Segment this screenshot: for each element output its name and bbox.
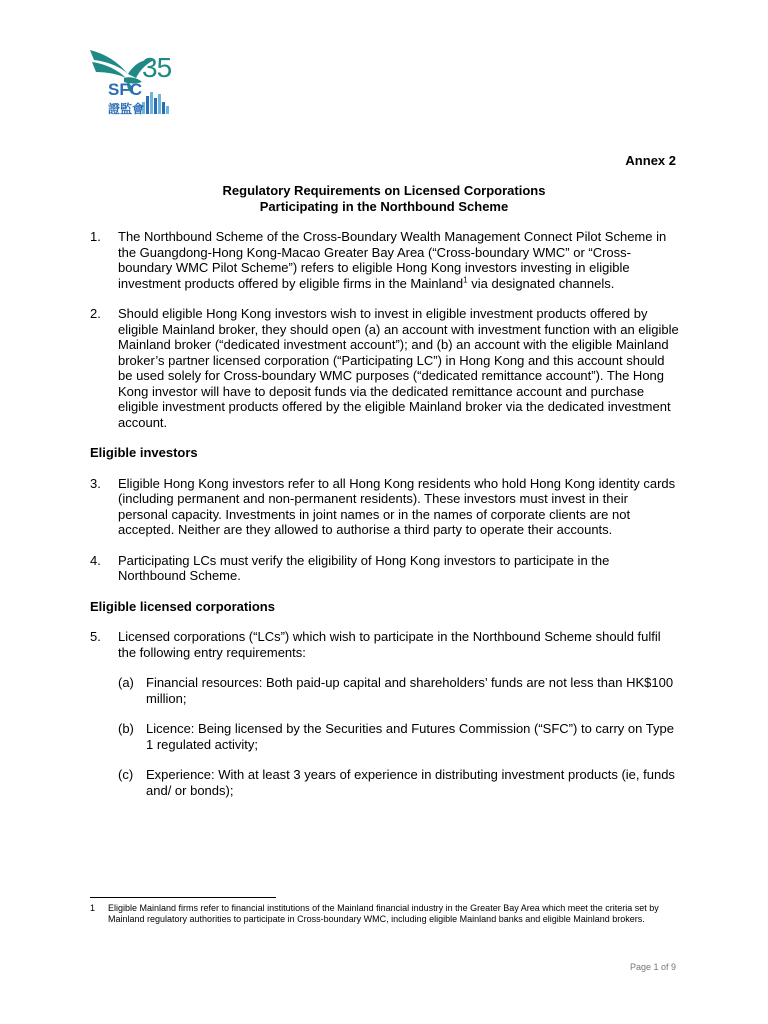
sfc-35-logo [88,44,188,116]
footnote-text: Eligible Mainland firms refer to financial institutions of the Mainland financial industry in the Greater Bay Area which meet the criteria set by Mainland regulatory authorities to participate in Cross-boundary WMC, including eligible Mainland banks and eligible Mainland brokers. [108,903,659,924]
paragraph-text: Licensed corporations (“LCs”) which wish to participate in the Northbound Scheme should fulfil the following entry requirements: [118,629,661,660]
footnote-divider [90,897,276,898]
title-line-1: Regulatory Requirements on Licensed Corporations [222,183,546,198]
paragraph-4 [90,553,680,584]
section-heading-eligible-lcs: Eligible licensed corporations [90,598,275,614]
title-line-2: Participating in the Northbound Scheme [259,199,509,214]
paragraph-number: 1. [90,229,101,244]
sub-item-text: Financial resources: Both paid-up capital and shareholders’ funds are not less than HK$100 million; [146,675,674,706]
sub-item-label: (b) [118,721,134,736]
page-number: Page 1 of 9 [629,962,676,972]
paragraph-3 [90,476,680,538]
sub-item-c [90,767,680,798]
paragraph-1 [90,229,680,291]
paragraph-number: 5. [90,629,101,644]
sub-item-text: Experience: With at least 3 years of experience in distributing investment products (ie, funds and/ or bonds); [146,767,675,798]
paragraph-text: Should eligible Hong Kong investors wish to invest in eligible investment products offered by eligible Mainland broker, they should open (a) an account with investment function with an eligible Mainland broker (“dedicated investment account”); and (b) an account with the eligible Mainland broker’s partner licensed corporation (“Participating LC”) in Hong Kong and this account should be used solely for Cross-boundary WMC purposes (“dedicated remittance account”). The Hong Kong investor will have to deposit funds via the dedicated remittance account and purchase eligible investment products offered by the eligible Mainland broker via the dedicated investment account. [118,306,679,430]
paragraph-number: 4. [90,552,101,568]
document-body [90,229,680,813]
paragraph-2 [90,306,680,430]
sub-item-a [90,675,680,706]
paragraph-5 [90,629,680,660]
footnote-number: 1 [90,903,96,913]
paragraph-text: The Northbound Scheme of the Cross-Boundary Wealth Management Connect Pilot Scheme in the Guangdong-Hong Kong-Macao Greater Bay Area (“Cross-boundary WMC” or “Cross-boundary WMC Pilot Scheme”) refers to eligible Hong Kong investors investing in eligible investment products offered by eligible firms in the Mainland [118,229,667,291]
section-heading-eligible-investors: Eligible investors [90,445,198,460]
paragraph-number: 3. [90,475,101,491]
paragraph-text-cont: via designated channels. [467,275,615,291]
logo-chinese: 證監會 [108,102,145,116]
paragraph-number: 2. [90,306,101,321]
paragraph-text: Participating LCs must verify the eligibility of Hong Kong investors to participate in the Northbound Scheme. [118,552,610,583]
logo-org: SFC [108,80,142,99]
sub-item-b [90,721,680,752]
document-title [0,183,768,215]
annex-label: Annex 2 [625,153,676,168]
sub-item-label: (a) [118,675,134,690]
sub-item-text: Licence: Being licensed by the Securities and Futures Commission (“SFC”) to carry on Type 1 regulated activity; [146,721,674,752]
sub-item-label: (c) [118,767,134,782]
footnote [90,903,680,925]
logo-number: 35 [142,52,172,83]
paragraph-text: Eligible Hong Kong investors refer to all Hong Kong residents who hold Hong Kong identity cards (including permanent and non-permanent residents). These investors must invest in their personal capacity. Investments in joint names or in the names of corporate clients are not accepted. Neither are they allowed to authorise a third party to operate their accounts. [118,475,676,537]
footnote-ref: 1 [463,275,468,285]
